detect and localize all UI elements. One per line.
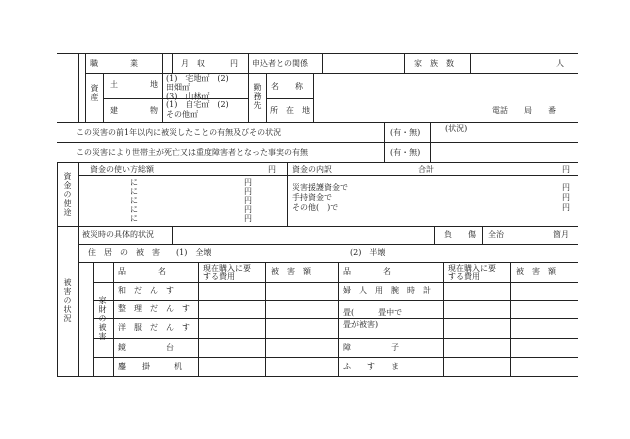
v-line [248, 53, 249, 123]
h-line [93, 318, 578, 319]
v-line [482, 226, 483, 244]
prior-disaster-yes-no: (有・無) [390, 128, 421, 137]
workplace-phone-label: 電話 局 番 [492, 106, 556, 115]
v-line [85, 53, 86, 123]
v-line [443, 262, 444, 377]
fund-item-unit: 円 [244, 178, 252, 187]
land-detail-1: (1) 宅地㎡ (2) [166, 74, 229, 83]
v-line [103, 73, 104, 123]
death-injury-question: この災害により世帯主が死亡又は重度障害者となった事実の有無 [76, 148, 308, 157]
relation-label: 申込者との関係 [252, 59, 308, 68]
household-item-right: 畳( 畳中で [343, 308, 403, 317]
h-line [78, 262, 578, 263]
fund-breakdown-label: 手持資金で [292, 193, 332, 202]
v-line [313, 73, 314, 123]
v-line [287, 162, 288, 226]
land-detail-3: (3) 山林㎡ [166, 92, 210, 101]
v-line [510, 262, 511, 377]
fund-total-yen: 円 [562, 165, 570, 174]
fund-breakdown-unit: 円 [562, 183, 570, 192]
v-line [404, 53, 405, 73]
v-line [322, 53, 323, 73]
recovery-label: 全治 [488, 230, 504, 239]
fund-item-prefix: に [130, 214, 138, 223]
fund-item-prefix: に [130, 196, 138, 205]
fund-item-unit: 円 [244, 187, 252, 196]
family-count-label: 家 族 数 [414, 59, 454, 68]
v-line [78, 162, 79, 377]
fund-total-label: 合計 [418, 165, 434, 174]
h-line [93, 300, 578, 301]
fund-item-unit: 円 [244, 205, 252, 214]
workplace-address-label: 所 在 地 [270, 106, 310, 115]
col-cost-header-2: する費用 [203, 272, 235, 281]
v-line [78, 53, 79, 123]
h-line [93, 338, 578, 339]
workplace-label: 勤務先 [253, 83, 262, 110]
v-line [93, 262, 94, 377]
v-line [172, 53, 173, 73]
persons-unit: 人 [556, 59, 564, 68]
col-damage-header: 被 害 額 [271, 267, 311, 276]
v-line [384, 122, 385, 162]
months-unit: 箇月 [553, 230, 569, 239]
half-destroy-option: (2) 半壊 [350, 248, 386, 257]
h-line [57, 162, 578, 163]
fund-use-label: 資金の使途 [63, 172, 72, 217]
h-line-bottom [57, 376, 578, 377]
col-item-header: 品 名 [118, 267, 166, 276]
household-damage-label: 家財の被害 [98, 296, 107, 341]
full-destroy-option: (1) 全壊 [176, 248, 212, 257]
fund-purpose-yen: 円 [268, 165, 276, 174]
household-item-right: 畳が被害) [343, 320, 379, 329]
h-line [248, 73, 578, 74]
prior-disaster-question: この災害の前1年以内に被災したことの有無及びその状況 [76, 128, 282, 137]
occupation-label: 職 業 [90, 59, 138, 68]
fund-breakdown-label: その他( )で [292, 203, 339, 212]
household-item-left: 洋 服 だ ん す [118, 323, 190, 332]
h-line [57, 142, 578, 143]
household-item-right: 障 子 [343, 343, 399, 352]
h-line [78, 244, 578, 245]
v-line [162, 53, 163, 123]
v-line [172, 226, 173, 244]
h-line [93, 357, 578, 358]
household-item-right: 婦 人 用 腕 時 計 [343, 286, 431, 295]
assets-label: 資産 [90, 84, 99, 102]
damage-status-label: 被害の状況 [63, 278, 72, 323]
v-line [470, 53, 471, 73]
col-item-header: 品 名 [343, 267, 391, 276]
income-yen-unit: 円 [230, 59, 238, 68]
col-cost-header-1: 現在購入に要 [203, 264, 251, 273]
land-detail-2: 田畑㎡ [166, 83, 190, 92]
building-detail-2: その他㎡ [166, 110, 198, 119]
fund-item-unit: 円 [244, 214, 252, 223]
h-line [57, 226, 578, 227]
v-line [430, 122, 431, 162]
v-line [113, 262, 114, 377]
building-detail-1: (1) 自宅㎡ (2) [166, 100, 229, 109]
prior-disaster-status: (状況) [445, 124, 468, 133]
fund-item-unit: 円 [244, 196, 252, 205]
h-line [57, 122, 578, 123]
specific-status-label: 被災時の具体的状況 [82, 230, 154, 239]
household-item-left: 鏡 台 [118, 343, 174, 352]
workplace-name-label: 名 称 [271, 82, 303, 91]
household-item-left: 整 理 だ ん す [118, 304, 190, 313]
fund-purpose-header: 資金の使い方総額 [90, 165, 154, 174]
v-line [338, 262, 339, 377]
dwelling-damage-label: 住 居 の 被 害 [88, 248, 160, 257]
household-item-left: 鏖 掛 机 [118, 362, 182, 371]
household-item-right: ふ す ま [343, 362, 399, 371]
v-line [434, 226, 435, 244]
fund-breakdown-label: 災害援護資金で [292, 183, 348, 192]
col-cost-header-2: する費用 [448, 272, 480, 281]
fund-item-prefix: に [130, 205, 138, 214]
v-line [265, 262, 266, 377]
monthly-income-label: 月 収 [181, 59, 205, 68]
household-item-left: 和 だ ん す [118, 286, 174, 295]
h-line [266, 98, 313, 99]
fund-item-prefix: に [130, 187, 138, 196]
h-line-top [57, 53, 578, 54]
fund-breakdown-header: 資金の内訳 [292, 165, 332, 174]
h-line [78, 175, 578, 176]
building-label: 建 物 [110, 106, 158, 115]
land-label: 土 地 [110, 80, 158, 89]
col-cost-header-1: 現在購入に要 [448, 264, 496, 273]
v-line [266, 73, 267, 123]
fund-item-prefix: に [130, 178, 138, 187]
h-line [93, 282, 578, 283]
injury-label: 負 傷 [444, 230, 476, 239]
v-line [198, 262, 199, 377]
col-damage-header: 被 害 額 [516, 267, 556, 276]
death-injury-yes-no: (有・無) [390, 148, 421, 157]
v-line-left [57, 162, 58, 377]
fund-breakdown-unit: 円 [562, 203, 570, 212]
fund-breakdown-unit: 円 [562, 193, 570, 202]
